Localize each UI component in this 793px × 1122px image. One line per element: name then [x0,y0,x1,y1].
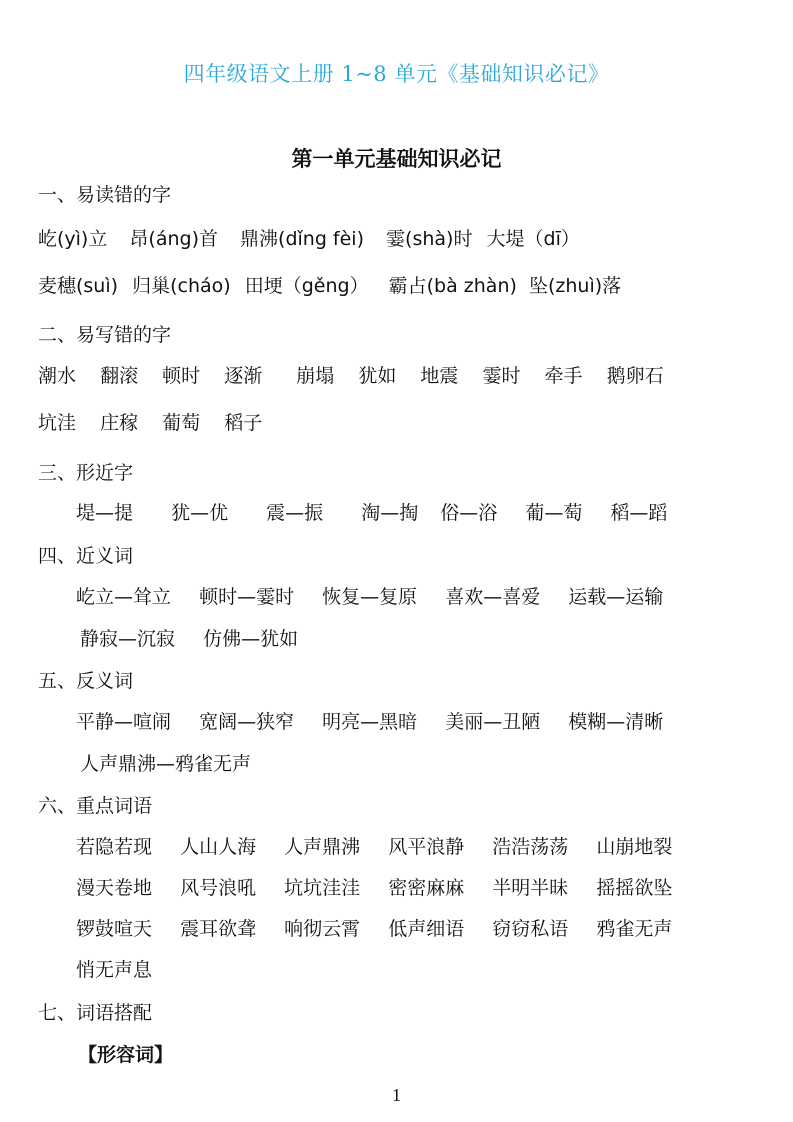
word-item: 人山人海 [180,836,257,858]
section-heading: 五、反义词 [38,670,134,692]
word-item: 低声细语 [388,918,465,940]
word-item: 霎时 [482,365,521,387]
word-item: 密密麻麻 [388,877,465,899]
word-item: 葡—萄 [525,502,583,524]
pinyin-line [38,271,637,298]
word-item: 山崩地裂 [596,836,673,858]
word-item: 仿佛—犹如 [203,628,299,650]
word-line [76,832,672,859]
word-line [76,582,663,609]
word-item: 悄无声息 [76,959,153,981]
word-item: 犹如 [358,365,397,387]
word-item: 屹立—耸立 [76,586,172,608]
section-heading: 三、形近字 [38,462,134,484]
word-item: 犹—优 [171,502,229,524]
word-item: 昂(áng)首 [129,228,218,250]
word-item: 鼎沸(dǐng fèi) [240,228,364,250]
word-item: 俗—浴 [440,502,498,524]
pinyin-line [38,224,596,251]
word-line [80,624,298,651]
subsection-label: 【形容词】 [78,1044,174,1066]
word-item: 坠(zhuì)落 [528,275,622,297]
word-item: 平静—喧闹 [76,711,172,733]
word-line [76,707,663,734]
word-item: 静寂—沉寂 [80,628,176,650]
word-item: 逐渐 [224,365,263,387]
word-item: 稻子 [224,412,263,434]
word-item: 堤—提 [76,502,134,524]
word-line [76,873,672,900]
unit-title: 第一单元基础知识必记 [291,147,502,171]
section-heading: 二、易写错的字 [38,324,172,346]
word-item: 喜欢—喜爱 [445,586,541,608]
word-item: 稻—蹈 [610,502,668,524]
word-item: 响彻云霄 [284,918,361,940]
word-item: 浩浩荡荡 [492,836,569,858]
word-item: 窃窃私语 [492,918,569,940]
word-item: 锣鼓喧天 [76,918,153,940]
word-item: 震—振 [266,502,324,524]
word-item: 屹(yì)立 [38,228,108,250]
word-item: 淘—掏 [361,502,419,524]
word-item: 模糊—清晰 [568,711,664,733]
word-item: 摇摇欲坠 [596,877,673,899]
word-item: 翻滚 [100,365,139,387]
word-item: 田埂（gěng） [244,275,369,297]
word-item: 半明半昧 [492,877,569,899]
word-item: 崩塌 [296,365,335,387]
word-item: 宽阔—狭窄 [199,711,295,733]
word-line [80,749,267,776]
word-item: 明亮—黑暗 [322,711,418,733]
word-item: 风号浪吼 [180,877,257,899]
word-item: 震耳欲聋 [180,918,257,940]
word-item: 人声鼎沸—鸦雀无声 [80,753,252,775]
word-line [38,408,280,435]
word-item: 鸦雀无声 [596,918,673,940]
section-heading: 四、近义词 [38,545,134,567]
page-number: 1 [392,1085,401,1105]
word-item: 归巢(cháo) [132,275,231,297]
word-item: 恢复—复原 [322,586,418,608]
word-item: 人声鼎沸 [284,836,361,858]
word-line [76,914,672,941]
document-title: 四年级语文上册 1~8 单元《基础知识必记》 [183,62,610,86]
word-item: 顿时 [162,365,201,387]
word-line [38,361,664,388]
word-item: 美丽—丑陋 [445,711,541,733]
word-item: 若隐若现 [76,836,153,858]
word-item: 大堤（dī） [486,228,580,250]
word-item: 风平浪静 [388,836,465,858]
word-item: 葡萄 [162,412,201,434]
word-item: 麦穗(suì) [38,275,119,297]
word-item: 牵手 [544,365,583,387]
word-item: 潮水 [38,365,77,387]
word-item: 顿时—霎时 [199,586,295,608]
word-item: 霸占(bà zhàn) [388,275,517,297]
word-item: 坑洼 [38,412,77,434]
word-item: 庄稼 [100,412,139,434]
word-line [76,955,168,982]
section-heading: 一、易读错的字 [38,184,172,206]
word-item: 鹅卵石 [606,365,664,387]
word-item: 运载—运输 [568,586,664,608]
section-heading: 七、词语搭配 [38,1002,153,1024]
word-item: 坑坑洼洼 [284,877,361,899]
word-item: 霎(shà)时 [386,228,473,250]
word-item: 漫天卷地 [76,877,153,899]
section-heading: 六、重点词语 [38,795,153,817]
word-item: 地震 [420,365,459,387]
word-line [76,498,667,525]
